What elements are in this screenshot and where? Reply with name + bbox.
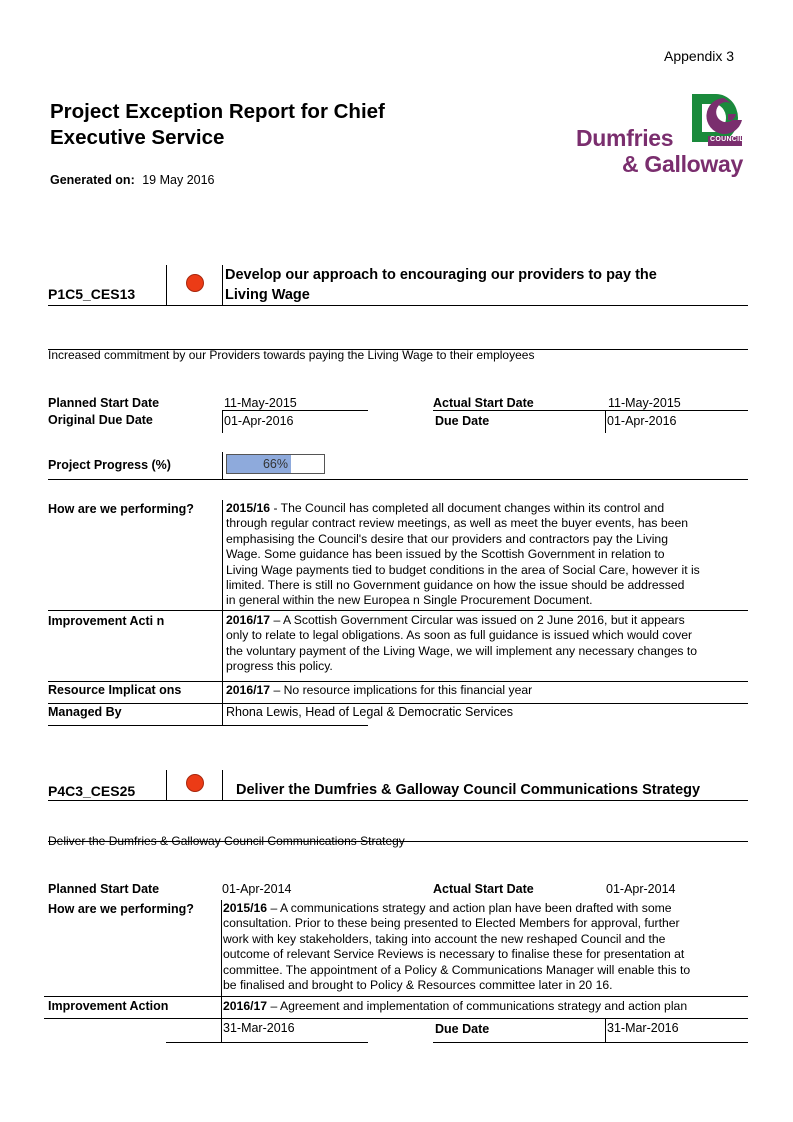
generated-label: Generated on:: [50, 173, 135, 187]
logo-text-line2: & Galloway: [622, 151, 743, 177]
actual-start-value: 11-May-2015: [608, 396, 681, 410]
p2-due-date-label: Due Date: [435, 1022, 490, 1036]
resource-text: 2016/17 – No resource implications for this financial year: [226, 683, 533, 697]
council-badge: COUNCIL: [710, 136, 744, 143]
p2-performing-text: 2015/16 – A communications strategy and action plan have been drafted with some consultation. Prior to these being presented to Elected Members for approval, further work with key stakeholders, taking into account the new reshaped Council and the outcome of relevant Service Reviews is necessary to finalise these for presentation at committee. The appointment of a Policy & Communications Manager will enable this to be finalised and brought to Policy & Resources committee later in 20 16.: [223, 901, 691, 993]
council-logo-icon: [684, 94, 744, 152]
report-title-line1: Project Exception Report for Chief: [50, 100, 385, 123]
actual-start-label: Actual Start Date: [433, 396, 534, 410]
original-due-value: 01-Apr-2016: [224, 414, 294, 428]
resource-label: Resource Implicat ons: [48, 683, 182, 697]
appendix-label: Appendix 3: [664, 48, 735, 64]
report-title-line2: Executive Service: [50, 126, 225, 149]
p2-improvement-label: Improvement Action: [48, 999, 169, 1013]
project1-title: [225, 265, 657, 305]
p2-improvement-text: 2016/17 – Agreement and implementation of communications strategy and action plan: [223, 999, 688, 1013]
p2-original-due-value: 31-Mar-2016: [223, 1021, 295, 1035]
managed-by-label: Managed By: [48, 705, 122, 719]
progress-bar: [226, 454, 325, 474]
project2-code: P4C3_CES25: [48, 783, 136, 799]
p2-planned-start-value: 01-Apr-2014: [222, 882, 292, 896]
logo-text-line1: Dumfries: [576, 125, 674, 151]
managed-by-value: Rhona Lewis, Head of Legal & Democratic Services: [226, 705, 513, 719]
resource-year: 2016/17: [226, 683, 271, 697]
p2-improvement-year: 2016/17: [223, 999, 268, 1013]
performing-year: 2015/16: [226, 501, 271, 515]
p2-due-date-value: 31-Mar-2016: [607, 1021, 679, 1035]
due-date-label: Due Date: [435, 414, 490, 428]
performing-text: 2015/16 - The Council has completed all document changes within its control and through regular contract review meetings, as well as meet the buyer events, has been emphasising the Council's desire that our providers and contractors pay the Living Wage. Some guidance has been issued by the Scottish Government in relation to Living Wage payments tied to budget conditions in the area of Social Care, however it is limited. There is still no Government guidance on how the issue should be addressed in general within the new Europea n Single Procurement Document.: [226, 501, 700, 608]
p2-planned-start-label: Planned Start Date: [48, 882, 160, 896]
red-stop-icon: [186, 274, 204, 292]
progress-text: 66%: [262, 457, 289, 471]
p2-actual-start-value: 01-Apr-2014: [606, 882, 676, 896]
p2-actual-start-label: Actual Start Date: [433, 882, 534, 896]
project2-description: Deliver the Dumfries & Galloway Council Communications Strategy: [48, 834, 405, 848]
generated-date: 19 May 2016: [142, 173, 215, 187]
original-due-label: Original Due Date: [48, 413, 153, 427]
progress-label: Project Progress (%): [48, 458, 171, 472]
project1-title-line2: Living Wage: [225, 287, 310, 303]
report-title: [50, 99, 385, 151]
p2-performing-year: 2015/16: [223, 901, 268, 915]
due-date-value: 01-Apr-2016: [607, 414, 677, 428]
improvement-year: 2016/17: [226, 613, 271, 627]
planned-start-label: Planned Start Date: [48, 396, 160, 410]
project1-title-line1: Develop our approach to encouraging our providers to pay the: [225, 267, 657, 283]
performing-label: How are we performing?: [48, 502, 194, 516]
project1-description: Increased commitment by our Providers towards paying the Living Wage to their employees: [48, 348, 535, 362]
planned-start-value: 11-May-2015: [224, 396, 297, 410]
p2-performing-label: How are we performing?: [48, 902, 194, 916]
project2-title: Deliver the Dumfries & Galloway Council Communications Strategy: [236, 782, 701, 798]
project1-code: P1C5_CES13: [48, 286, 136, 302]
improvement-label: Improvement Acti n: [48, 614, 165, 628]
generated-on: [50, 173, 215, 187]
council-logo: [576, 94, 748, 180]
improvement-text: 2016/17 – A Scottish Government Circular was issued on 2 June 2016, but it appears only to relate to legal obligations. As soon as full guidance is issued which would cover the voluntary payment of the Living Wage, we will implement any necessary changes to progress this policy.: [226, 613, 698, 674]
red-stop-icon: [186, 774, 204, 792]
